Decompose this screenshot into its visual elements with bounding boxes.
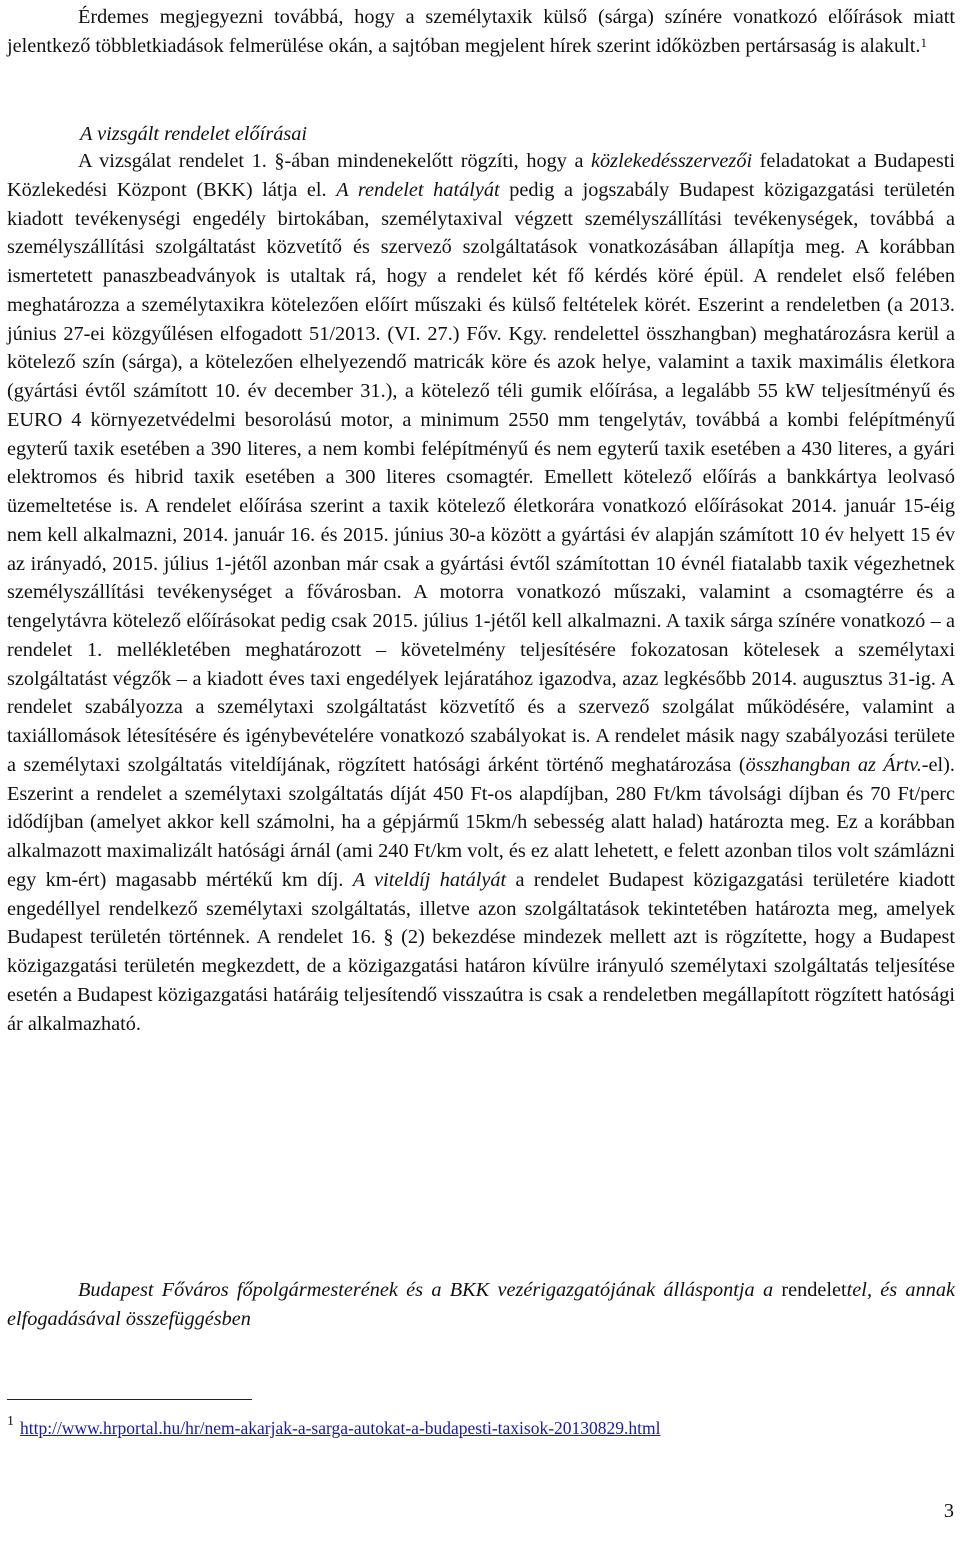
regulation-paragraph bbox=[7, 147, 955, 1038]
reg-text-2: feladatokat a Budapesti Közlekedési Központ (BKK) látja el. bbox=[7, 150, 956, 201]
subsection-text: rendelet bbox=[781, 1279, 847, 1301]
section-heading: A vizsgált rendelet előírásai bbox=[80, 123, 308, 145]
reg-italic-1: közlekedésszervezői bbox=[591, 150, 753, 172]
intro-paragraph bbox=[7, 3, 955, 61]
subsection-italic-2: tel, és annak elfogadásával összefüggésben bbox=[7, 1279, 955, 1330]
reg-text-3: pedig a jogszabály Budapest közigazgatási területén kiadott tevékenységi engedély birtokában, személytaxival végzett személyszállítási tevékenységek, továbbá a személyszállítási szolgáltatást közvetítő és szervező szolgáltatások vonatkozásában állapítja meg. A korábban ismertetett panaszbeadványok is utaltak rá, hogy a rendelet két fő kérdés köré épül. A rendelet első felében meghatározza a személytaxikra kötelezően előírt műszaki és külső feltételek körét. Eszerint a rendeletben (a 2013. június 27-ei közgyűlésen elfogadott 51/2013. (VI. 27.) Főv. Kgy. rendelettel összhangban) meghatározásra kerül a kötelező szín (sárga), a kötelezően elhelyezendő matricák köre és azok helye, valamint a taxik maximális életkora (gyártási évtől számított 10. év december 31.), a kötelező téli gumik előírása, a legalább 55 kW teljesítményű és EURO 4 környezetvédelmi besorolású motor, a minimum 2550 mm tengelytáv, továbbá a kombi felépítményű egyterű taxik esetében a 390 literes, a nem kombi felépítményű és nem egyterű taxik esetében a 430 literes, a gyári elektromos és hibrid taxik esetében a 300 literes csomagtér. Emellett kötelező előírás a bankkártya leolvasó üzemeltetése is. A rendelet előírása szerint a taxik kötelező életkorára vonatkozó előírásokat 2014. január 15-éig nem kell alkalmazni, 2014. január 16. és 2015. június 30-a között a gyártási év alapján számított 10 év helyett 15 év az irányadó, 2015. július 1-jétől azonban már csak a gyártási évtől számítottan 10 évnél fiatalabb taxik végezhetnek személyszállítási tevékenységet a fővárosban. A motorra vonatkozó műszaki, valamint a csomagtérre és a tengelytávra kötelező előírásokat pedig csak 2015. július 1-jétől kell alkalmazni. A taxik sárga színére vonatkozó – a rendelet 1. mellékletében meghatározott – követelmény teljesítésére fokozatosan kötelesek a személytaxi szolgáltatást végzők – a kiadott éves taxi engedélyek lejáratához igazodva, azaz legkésőbb 2014. augusztus 31-ig. A rendelet szabályozza a személytaxi szolgáltatást közvetítő és a szervező szolgálat működésére, valamint a taxiállomások létesítésére és igénybevételére vonatkozó szabályokat is. A rendelet másik nagy szabályozási területe a személytaxi szolgáltatás viteldíjának, rögzített hatósági árként történő meghatározása ( bbox=[7, 178, 955, 776]
footnote-link[interactable]: http://www.hrportal.hu/hr/nem-akarjak-a-sarga-autokat-a-budapesti-taxisok-20130829.html bbox=[20, 1418, 661, 1438]
footnote-reference[interactable]: 1 bbox=[920, 34, 927, 50]
reg-text-5: a rendelet Budapest közigazgatási területére kiadott engedéllyel rendelkező személytaxi szolgáltatás, illetve azon szolgáltatások tekintetében határozta meg, amelyek Budapest területén történnek. A rendelet 16. § (2) bekezdése mindezek mellett azt is rögzítette, hogy a Budapest közigazgatási területén megkezdett, de a közigazgatási határon kívülre irányuló személytaxi szolgáltatás teljesítése esetén a Budapest közigazgatási határáig teljesítendő visszaútra is csak a rendeletben megállapított rögzített hatósági ár alkalmazható. bbox=[7, 868, 955, 1035]
reg-text-1: A vizsgálat rendelet 1. §-ában mindenekelőtt rögzíti, hogy a bbox=[78, 150, 592, 172]
reg-text-4: -el). Eszerint a rendelet a személytaxi szolgáltatás díját 450 Ft-os alapdíjban, 280 Ft/km távolsági díjban és 70 Ft/perc idődíjban (amelyet akkor kell számolni, ha a gépjármű 15km/h sebesség alatt halad) határozta meg. Ez a korábban alkalmazott maximalizált hatósági árnál (ami 240 Ft/km volt, és ez alatt lehetett, e felett azonban tilos volt számlázni egy km-ért) magasabb mértékű km díj. bbox=[7, 753, 955, 891]
page-number: 3 bbox=[943, 1500, 954, 1522]
subsection-italic-1: Budapest Főváros főpolgármesterének és a BKK vezérigazgatójának álláspontja a bbox=[78, 1279, 782, 1301]
intro-text: Érdemes megjegyezni továbbá, hogy a személytaxik külső (sárga) színére vonatkozó előírások miatt jelentkező többletkiadások felmerülése okán, a sajtóban megjelent hírek szerint időközben pertársaság is alakult. bbox=[7, 6, 955, 57]
reg-italic-2: A rendelet hatályát bbox=[336, 178, 500, 201]
reg-italic-3: összhangban az Ártv. bbox=[745, 753, 922, 776]
footnote bbox=[7, 1416, 661, 1440]
reg-italic-4: A viteldíj hatályát bbox=[352, 868, 507, 891]
footnote-marker: 1 bbox=[7, 1414, 14, 1429]
footnote-divider bbox=[7, 1399, 252, 1400]
subsection-heading bbox=[7, 1276, 955, 1334]
